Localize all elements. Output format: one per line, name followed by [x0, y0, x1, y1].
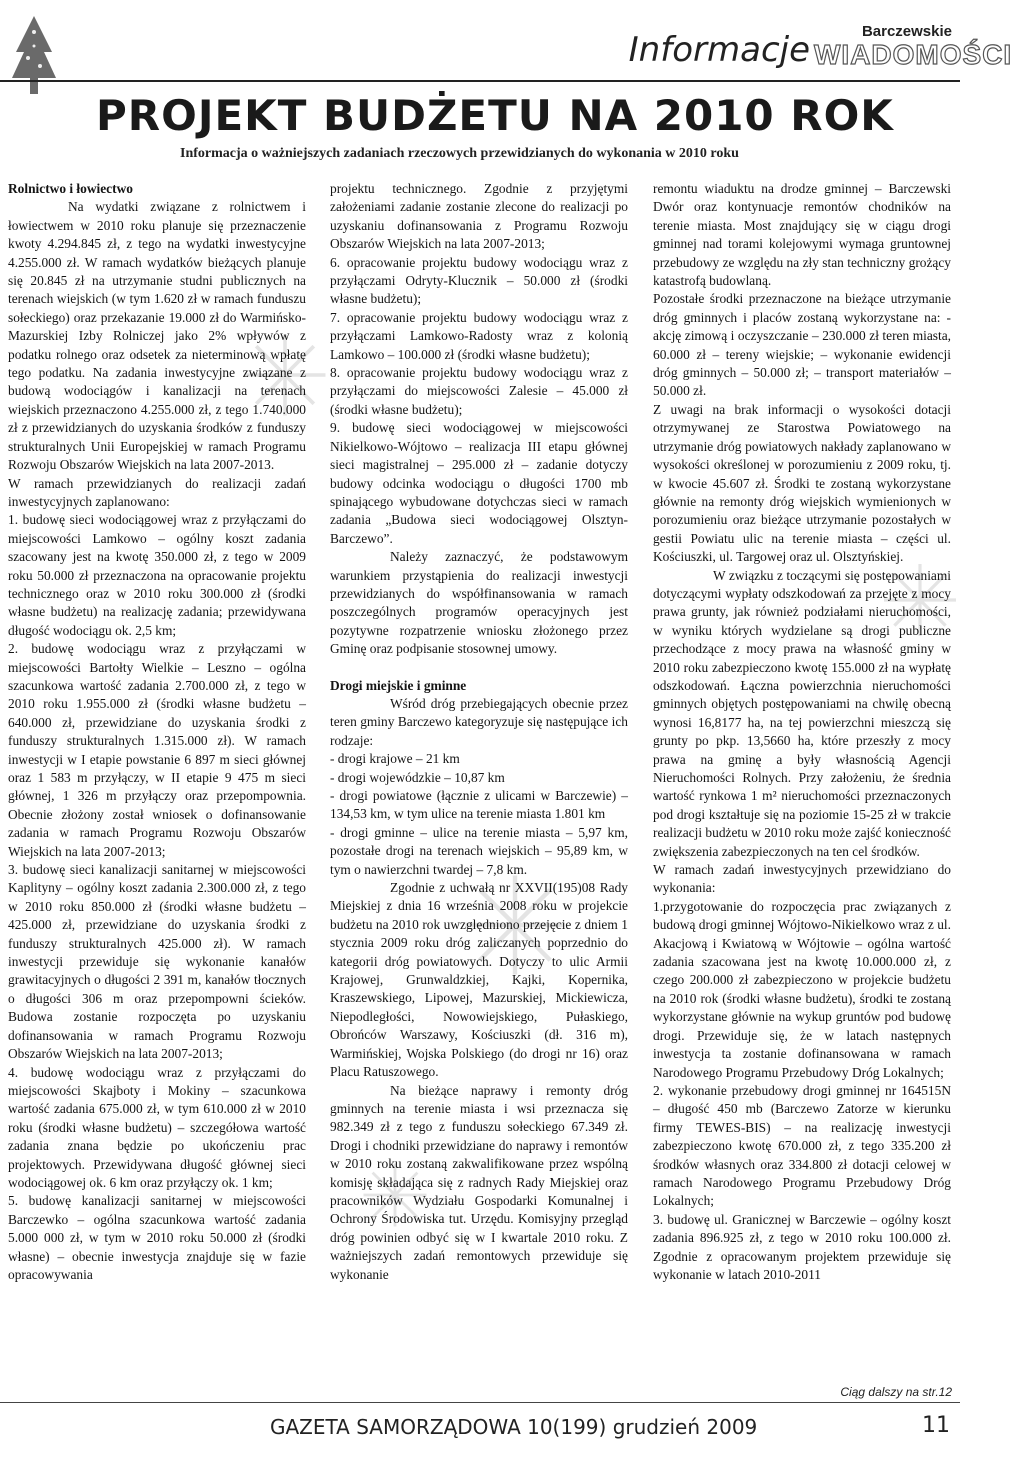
article-subtitle: Informacja o ważniejszych zadaniach rzeczowych przewidzianych do wykonania w 2010 roku	[180, 146, 739, 161]
paragraph: - drogi wojewódzkie – 10,87 km	[330, 769, 505, 785]
paragraph: Zgodnie z uchwałą nr XXVII(195)08 Rady Miejskiej z dnia 16 września 2008 roku w projekcie budżetu na 2010 rok uwzględniono przejęcie z dniem 1 stycznia 2009 roku dróg zaliczanych poprzednio do kategorii dróg powiatowych. Dotyczy to ulic Armii Krajowej, Grunwaldzkiej, Kajki, Kopernika, Kraszewskiego, Lipowej, Mazurskiej, Mickiewicza, Niepodległości, Nowowiejskiego, Pułaskiego, Obrońców Warszawy, Kościuszki (dł. 316 m), Warmińskiej, Wojska Polskiego (do drogi nr 16) oraz Placu Ratuszowego.	[330, 880, 628, 1080]
paragraph: remontu wiaduktu na drodze gminnej – Barczewski Dwór oraz kontynuacje remontów chodników na terenie miasta. Most znajdujący się w ciągu drogi gminnej nad torami kolejowymi wymaga gruntownej przebudowy ze względu na zły stan techniczny grożący katastrofą budowlaną.	[653, 181, 951, 289]
paragraph: Z uwagi na brak informacji o wysokości dotacji otrzymywanej ze Starostwa Powiatowego na utrzymanie dróg powiatowych nakłady zaplanowano w wysokości określonej w porozumieniu z 2009 roku, tj. w kwocie 45.607 zł. Środki te zostaną wykorzystane głównie na remonty dróg wiejskich wymienionych w porozumieniu oraz bieżące utrzymanie pozostałych w gestii Powiatu ulic na terenie miasta – części ul. Kościuszki, ul. Targowej oraz ul. Olsztyńskiej.	[653, 401, 951, 565]
paragraph: 1.przygotowanie do rozpoczęcia prac związanych z budową drogi gminnej Wójtowo-Nikielkowo wraz z ul. Akacjową i Kwiatową w Wójtowie – ogólna wartość zadania szacowana jest na kwotę 10.000.000 zł, z czego 200.000 zł zabezpieczono w projekcie budżetu na 2010 rok (środki własne budżetu), środki te zostaną wykorzystane głównie na wykup gruntów pod budowę drogi. Przewiduje się, że w latach następnych inwestycja ta zostanie dofinansowana w ramach Narodowego Programu Przebudowy Dróg Lokalnych;	[653, 898, 951, 1080]
page-number: 11	[922, 1413, 950, 1438]
masthead-big: WIADOMOŚCI	[814, 39, 1012, 70]
paragraph: Należy zaznaczyć, że podstawowym warunkiem przystąpienia do realizacji inwestycji przewidzianych do współfinansowania w ramach poszczególnych programów operacyjnych jest pozytywne rozpatrzenie wniosku złożonego przez Gminę oraz podpisanie stosownej umowy.	[330, 549, 628, 657]
paragraph: 3. budowę sieci kanalizacji sanitarnej w miejscowości Kaplityny – ogólny koszt zadania 2.300.000 zł, z tego w 2010 roku 850.000 zł (środki własne budżetu – 425.000 zł, przewidziane do uzyskania środki z funduszy strukturalnych 425.000 zł). W ramach inwestycji przewiduje się wykonanie kanałów grawitacyjnych o długości 2 391 m, kanałów tłocznych o długości 306 m oraz przepompowni ścieków. Budowa zostanie rozpoczęta po uzyskaniu dofinansowania w ramach Programu Rozwoju Obszarów Wiejskich na lata 2007-2013;	[8, 862, 306, 1062]
article-title: PROJEKT BUDŻETU NA 2010 ROK	[96, 91, 894, 140]
paragraph: 5. budowę kanalizacji sanitarnej w miejscowości Barczewko – ogólna szacunkowa wartość zadania 5.000 000 zł, w tym w 2010 roku 50.000 zł (środki własne) – obecnie inwestycja znajduje się w fazie opracowywania	[8, 1193, 306, 1282]
continued-note: Ciąg dalszy na str.12	[840, 1385, 952, 1399]
paragraph: 8. opracowanie projektu budowy wodociągu wraz z przyłączami do miejscowości Zalesie – 45.000 zł (środki własne budżetu);	[330, 365, 628, 417]
paragraph: projektu technicznego. Zgodnie z przyjętymi założeniami zadanie zostanie zlecone do realizacji po uzyskaniu dofinansowania z Programu Rozwoju Obszarów Wiejskich na lata 2007-2013;	[330, 181, 628, 252]
article-column-2	[330, 180, 628, 1284]
paragraph: Wśród dróg przebiegających obecnie przez teren gminy Barczewo kategoryzuje się następujące ich rodzaje:	[330, 695, 628, 748]
section-heading: Drogi miejskie i gminne	[330, 677, 467, 693]
paragraph: Na wydatki związane z rolnictwem i łowiectwem w 2010 roku planuje się przeznaczenie kwoty 4.294.845 zł, z tego na wydatki inwestycyjne 4.255.000 zł. W ramach wydatków bieżących planuje się 20.845 zł na utrzymanie studni publicznych na terenach wiejskich (w tym 1.620 zł w ramach funduszu sołeckiego) oraz przekazanie 19.000 zł do Warmińsko-Mazurskiej Izby Rolniczej jako 2% wpływów z podatku rolnego oraz odsetek za nieterminową wpłatę tego podatku. Na zadania inwestycyjne związane z budową wodociągów i kanalizacji na terenach wiejskich przeznaczono 4.255.000 zł, z tego 1.740.000 zł z przewidzianych do uzyskania środków z funduszy strukturalnych Unii Europejskiej w ramach Programu Rozwoju Obszarów Wiejskich na lata 2007-2013.	[8, 199, 306, 473]
paragraph-gap	[330, 659, 628, 677]
paragraph: Na bieżące naprawy i remonty dróg gminnych na terenie miasta i wsi przeznacza się 982.349 zł z tego z funduszu sołeckiego 67.349 zł. Drogi i chodniki przewidziane do naprawy i remontów w 2010 roku zostaną zakwalifikowane przez wspólną komisję składająca się z radnych Rady Miejskiej oraz pracowników Wydziału Gospodarki Komunalnej i Ochrony Środowiska tut. Urzędu. Komisyjny przegląd dróg powinien odbyć się w I kwartale 2010 roku. Z ważniejszych zadań remontowych przewiduje się wykonanie	[330, 1082, 628, 1282]
paragraph: W ramach zadań inwestycyjnych przewidziano do wykonania:	[653, 862, 951, 896]
paragraph: W związku z toczącymi się postępowaniami dotyczącymi wypłaty odszkodowań za przejęte z mocy prawa grunty, jak również podziałami nieruchomości, w wyniku których wydzielane są drogi publiczne przechodzące z mocy prawa na własność gminy w 2010 roku zabezpieczono kwotę 155.000 zł na wypłatę odszkodowań. Łączna powierzchnia nieruchomości gminnych objętych postępowaniami na chwilę obecną wynosi 16,8177 ha, na tej powierzchni mieszczą się grunty po pkp. 13,5660 ha, które przeszły z mocy prawa na gminę a były własnością Agencji Nieruchomości Rolnych. Przy założeniu, że średnia wartość rynkowa 1 m² nieruchomości przeznaczonych pod drogi kształtuje się na poziomie 15-25 zł w trakcie realizacji budżetu w 2010 roku może zajść konieczność zwiększenia zabezpieczonych na ten cel środków.	[653, 567, 951, 859]
paragraph: - drogi powiatowe (łącznie z ulicami w Barczewie) – 134,53 km, w tym ulice na terenie miasta 1.801 km	[330, 788, 628, 822]
paragraph: Pozostałe środki przeznaczone na bieżące utrzymanie dróg gminnych i placów zostaną wykorzystane na: - akcję zimową i oczyszczanie – 230.000 zł teren miasta, 60.000 zł – tereny wiejskie; – wykonanie ewidencji dróg gminnych – 50.000 zł; – transport materiałów – 50.000 zł.	[653, 291, 951, 399]
paragraph: 2. wykonanie przebudowy drogi gminnej nr 164515N – długość 450 mb (Barczewo Zatorze w kierunku firmy TEWES-BIS) – na realizację inwestycji zabezpieczono kwotę 670.000 zł, z tego 335.200 zł środków własnych oraz 334.800 zł dotacji celowej w ramach Narodowego Programu Przebudowy Dróg Lokalnych;	[653, 1082, 951, 1209]
paragraph: W ramach przewidzianych do realizacji zadań inwestycyjnych zaplanowano:	[8, 475, 306, 509]
paragraph: 4. budowę wodociągu wraz z przyłączami do miejscowości Skajboty i Mokiny – szacunkowa wartość zadania 675.000 zł, w tym 610.000 zł w 2010 roku (środki własne budżetu) – szczegółowa wartość zadania znana będzie po ukończeniu prac projektowych. Przewidywana długość głównej sieci wodociągowej ok. 6 km oraz przyłączy ok. 1 km;	[8, 1064, 306, 1190]
article-column-3	[653, 180, 951, 1284]
publication-name: GAZETA SAMORZĄDOWA 10(199) grudzień 2009	[270, 1415, 758, 1439]
paragraph: - drogi krajowe – 21 km	[330, 751, 460, 767]
paragraph: 2. budowę wodociągu wraz z przyłączami w miejscowości Bartołty Wielkie – Leszno – ogólna szacunkowa wartość zadania 2.700.000 zł, z tego w 2010 roku 1.955.000 zł (środki własne budżetu – 640.000 zł, przewidziane do uzyskania środki z funduszy strukturalnych 1.315.000 zł). W ramach inwestycji w I etapie powstanie 6 897 m sieci głównej oraz 1 583 m przyłączy, w II etapie 9 475 m sieci głównej, 1 326 m przyłączy oraz przepompownia. Obecnie złożony został wniosek o dofinansowanie zadania w ramach Programu Rozwoju Obszarów Wiejskich na lata 2007-2013;	[8, 641, 306, 859]
paragraph: 6. opracowanie projektu budowy wodociągu wraz z przyłączami Odryty-Klucznik – 50.000 zł (środki własne budżetu);	[330, 254, 628, 307]
section-heading: Rolnictwo i łowiectwo	[8, 181, 133, 196]
christmas-tree-icon	[8, 12, 60, 102]
article-column-1	[8, 180, 306, 1284]
paragraph: 3. budowę ul. Granicznej w Barczewie – ogólny koszt zadania 896.925 zł, z tego w 2010 roku 100.000 zł. Zgodnie z opracowanym projektem przewiduje się wykonanie w latach 2010-2011	[653, 1211, 951, 1282]
paragraph: 9. budowę sieci wodociągowej w miejscowości Nikielkowo-Wójtowo – realizacja III etapu głównej sieci magistralnej – 295.000 zł – zadanie dotyczy budowy odcinka wodociągu o długości 1700 mb spinającego wybudowane dotychczas sieci w ramach zadania „Budowa sieci wodociągowej Olsztyn-Barczewo”.	[330, 420, 628, 546]
footer-rule	[0, 1402, 960, 1403]
masthead-small: Barczewskie	[861, 23, 952, 40]
paragraph: 7. opracowanie projektu budowy wodociągu wraz z przyłączami Lamkowo-Radosty wraz z kolonią Lamkowo – 100.000 zł (środki własne budżetu);	[330, 309, 628, 362]
paragraph: 1. budowę sieci wodociągowej wraz z przyłączami do miejscowości Lamkowo – ogólny koszt zadania szacowany jest na kwotę 350.000 zł, z tego w 2009 roku 50.000 zł przeznaczona na opracowanie projektu technicznego oraz w 2010 roku 300.000 zł (środki własne budżetu) na realizację zadania; przewidywana długość wodociągu ok. 2,5 km;	[8, 512, 306, 638]
header-rule	[0, 80, 960, 82]
masthead-logo	[814, 23, 1012, 70]
section-label: Informacje	[628, 30, 810, 70]
paragraph: - drogi gminne – ulice na terenie miasta – 5,97 km, pozostałe drogi na terenach wiejskich – 95,89 km, w tym o nawierzchni twardej – 7,8 km.	[330, 824, 628, 877]
